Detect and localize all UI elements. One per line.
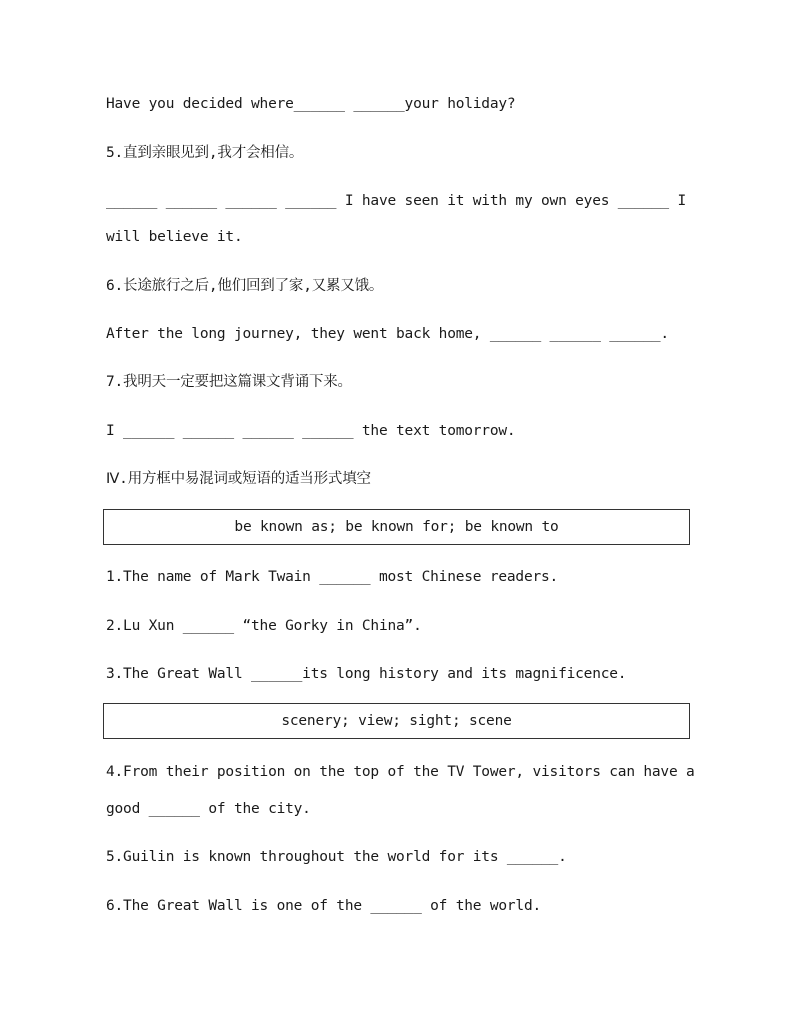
fill-question-6: 6.The Great Wall is one of the ______ of the world. [106,898,542,914]
fill-question-1: 1.The name of Mark Twain ______ most Chinese readers. [106,569,559,585]
fill-question-2: 2.Lu Xun ______ “the Gorky in China”. [106,618,422,634]
word-box-known: be known as; be known for; be known to [103,509,690,545]
fill-question-5: 5.Guilin is known throughout the world for its ______. [106,849,567,865]
word-box-scenery: scenery; view; sight; scene [103,703,690,739]
exercise-7-chinese: 7.我明天一定要把这篇课文背诵下来。 [106,374,352,390]
exercise-4-english-prompt: Have you decided where______ ______your holiday? [106,96,516,112]
exercise-5-english-line-1: ______ ______ ______ ______ I have seen it with my own eyes ______ I [106,193,687,209]
fill-question-4-line-2: good ______ of the city. [106,801,311,817]
exercise-5-english-line-2: will believe it. [106,229,243,245]
exercise-7-english: I ______ ______ ______ ______ the text tomorrow. [106,423,516,439]
fill-question-3: 3.The Great Wall ______its long history and its magnificence. [106,666,627,682]
exercise-5-chinese: 5.直到亲眼见到,我才会相信。 [106,145,304,161]
fill-question-4-line-1: 4.From their position on the top of the TV Tower, visitors can have a [106,764,695,780]
section-4-heading: Ⅳ.用方框中易混词或短语的适当形式填空 [106,471,371,487]
exercise-6-english: After the long journey, they went back home, ______ ______ ______. [106,326,669,342]
exercise-6-chinese: 6.长途旅行之后,他们回到了家,又累又饿。 [106,278,384,294]
